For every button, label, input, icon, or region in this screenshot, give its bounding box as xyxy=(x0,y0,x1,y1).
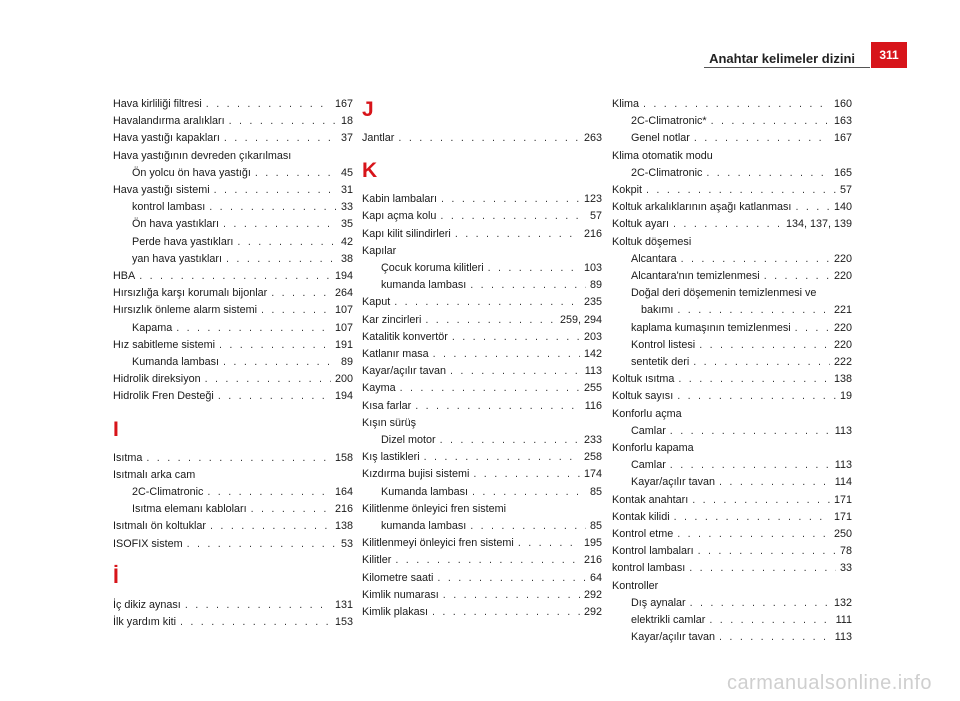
index-subentry: 2C-Climatronic . . . 164 xyxy=(113,484,353,501)
section-letter-j: J xyxy=(362,98,374,121)
index-heading: Isıtmalı arka cam xyxy=(113,468,196,481)
index-entry: Isıtmalı ön koltuklar . . . 138 xyxy=(113,518,353,535)
index-entry: Kızdırma bujisi sistemi . . . 174 xyxy=(362,466,602,483)
index-subentry: Camlar . . . 113 xyxy=(612,423,852,440)
index-subentry: Kumanda lambası . . . 85 xyxy=(362,484,602,501)
index-subentry: kontrol lambası . . . 33 xyxy=(113,199,353,216)
index-subentry: Dış aynalar . . . 132 xyxy=(612,595,852,612)
index-subentry: Ön hava yastıkları . . . 35 xyxy=(113,216,353,233)
index-heading: Kapılar xyxy=(362,244,397,257)
index-entry: Koltuk sayısı . . . 19 xyxy=(612,388,852,405)
index-column-1 xyxy=(113,96,353,631)
index-entry: Kilitler . . . 216 xyxy=(362,552,602,569)
index-entry: Klima . . . 160 xyxy=(612,96,852,113)
index-entry: Kayma . . . 255 xyxy=(362,380,602,397)
index-entry: Kısa farlar . . . 116 xyxy=(362,398,602,415)
index-entry: HBA . . . 194 xyxy=(113,268,353,285)
index-subentry: Alcantara'nın temizlenmesi . . . 220 xyxy=(612,268,852,285)
index-subentry: Genel notlar . . . 167 xyxy=(612,130,852,147)
index-entry: Kokpit . . . 57 xyxy=(612,182,852,199)
header-divider xyxy=(704,67,870,68)
watermark-text: carmanualsonline.info xyxy=(726,672,932,694)
index-entry: Kontak kilidi . . . 171 xyxy=(612,509,852,526)
index-subentry: kumanda lambası . . . 89 xyxy=(362,277,602,294)
section-letter-k: K xyxy=(362,159,378,183)
index-subentry: Kumanda lambası . . . 89 xyxy=(113,354,353,371)
index-subentry: Isıtma elemanı kabloları . . . 216 xyxy=(113,501,353,518)
index-entry: İç dikiz aynası . . . 131 xyxy=(113,597,353,614)
index-subentry: Ön yolcu ön hava yastığı . . . 45 xyxy=(113,165,353,182)
index-entry: Kapı kilit silindirleri . . . 216 xyxy=(362,226,602,243)
index-column-3 xyxy=(612,96,852,647)
index-entry: Kontrol etme . . . 250 xyxy=(612,526,852,543)
index-subentry: Çocuk koruma kilitleri . . . 103 xyxy=(362,260,602,277)
index-column-2 xyxy=(362,96,602,621)
index-heading: Konforlu açma xyxy=(612,407,682,420)
index-heading: Kilitlenme önleyici fren sistemi xyxy=(362,502,507,515)
index-subentry: 2C-Climatronic . . . 165 xyxy=(612,165,852,182)
index-entry: ISOFIX sistem . . . 53 xyxy=(113,536,353,553)
index-entry: Kimlik plakası . . . 292 xyxy=(362,604,602,621)
index-entry: Koltuk arkalıklarının aşağı katlanması . . . 140 xyxy=(612,199,852,216)
index-entry: Kayar/açılır tavan . . . 113 xyxy=(362,363,602,380)
index-heading: Konforlu kapama xyxy=(612,442,694,455)
index-subentry: elektrikli camlar . . . 111 xyxy=(612,612,852,629)
index-entry: Koltuk ısıtma . . . 138 xyxy=(612,371,852,388)
index-entry: Kapı açma kolu . . . 57 xyxy=(362,208,602,225)
index-entry: Hava kirliliği filtresi . . . 167 xyxy=(113,96,353,113)
index-subentry: Camlar . . . 113 xyxy=(612,457,852,474)
page-number-badge: 311 xyxy=(871,42,907,68)
index-subentry: Kayar/açılır tavan . . . 113 xyxy=(612,629,852,646)
index-entry: Hidrolik Fren Desteği . . . 194 xyxy=(113,388,353,405)
index-heading: Kontroller xyxy=(612,579,659,592)
index-entry: Kontrol lambaları . . . 78 xyxy=(612,543,852,560)
index-entry: Havalandırma aralıkları . . . 18 xyxy=(113,113,353,130)
index-subentry-continued: bakımı . . . 221 xyxy=(612,302,852,319)
index-entry: İlk yardım kiti . . . 153 xyxy=(113,614,353,631)
index-heading: Koltuk döşemesi xyxy=(612,235,692,248)
index-subentry: sentetik deri . . . 222 xyxy=(612,354,852,371)
index-entry: Kilitlenmeyi önleyici fren sistemi . . . 195 xyxy=(362,535,602,552)
index-heading: Klima otomatik modu xyxy=(612,149,713,162)
section-letter-i: I xyxy=(113,417,119,441)
index-entry: Isıtma . . . 158 xyxy=(113,450,353,467)
index-entry: Kar zincirleri . . . 259, 294 xyxy=(362,312,602,329)
index-entry: Kontak anahtarı . . . 171 xyxy=(612,492,852,509)
index-subentry: Kayar/açılır tavan . . . 114 xyxy=(612,474,852,491)
index-subentry: Kapama . . . 107 xyxy=(113,320,353,337)
index-entry: Kabin lambaları . . . 123 xyxy=(362,191,602,208)
index-entry: Katalitik konvertör . . . 203 xyxy=(362,329,602,346)
index-subentry: kumanda lambası . . . 85 xyxy=(362,518,602,535)
index-subentry: Dizel motor . . . 233 xyxy=(362,432,602,449)
index-subentry: yan hava yastıkları . . . 38 xyxy=(113,251,353,268)
index-entry: Kilometre saati . . . 64 xyxy=(362,570,602,587)
index-entry: Katlanır masa . . . 142 xyxy=(362,346,602,363)
index-entry: kontrol lambası . . . 33 xyxy=(612,560,852,577)
index-entry: Hava yastığı sistemi . . . 31 xyxy=(113,182,353,199)
index-entry: Koltuk ayarı . . . 134, 137, 139 xyxy=(612,216,852,233)
index-subentry: Perde hava yastıkları . . . 42 xyxy=(113,234,353,251)
index-entry: Hidrolik direksiyon . . . 200 xyxy=(113,371,353,388)
index-entry: Kış lastikleri . . . 258 xyxy=(362,449,602,466)
index-entry: Hız sabitleme sistemi . . . 191 xyxy=(113,337,353,354)
index-subheading: Doğal deri döşemenin temizlenmesi ve xyxy=(631,287,817,300)
index-entry: Kaput . . . 235 xyxy=(362,294,602,311)
index-entry: Hırsızlık önleme alarm sistemi . . . 107 xyxy=(113,302,353,319)
index-subentry: Alcantara . . . 220 xyxy=(612,251,852,268)
index-heading: Hava yastığının devreden çıkarılması xyxy=(113,149,292,162)
section-letter-i-dotted: İ xyxy=(113,564,119,588)
index-subentry: kaplama kumaşının temizlenmesi . . . 220 xyxy=(612,320,852,337)
page-header-title: Anahtar kelimeler dizini xyxy=(709,51,855,66)
index-subentry: Kontrol listesi . . . 220 xyxy=(612,337,852,354)
index-entry: Jantlar . . . 263 xyxy=(362,130,602,147)
index-entry: Kimlik numarası . . . 292 xyxy=(362,587,602,604)
index-entry: Hava yastığı kapakları . . . 37 xyxy=(113,130,353,147)
index-heading: Kışın sürüş xyxy=(362,416,417,429)
index-entry: Hırsızlığa karşı korumalı bijonlar . . . 264 xyxy=(113,285,353,302)
index-subentry: 2C-Climatronic* . . . 163 xyxy=(612,113,852,130)
